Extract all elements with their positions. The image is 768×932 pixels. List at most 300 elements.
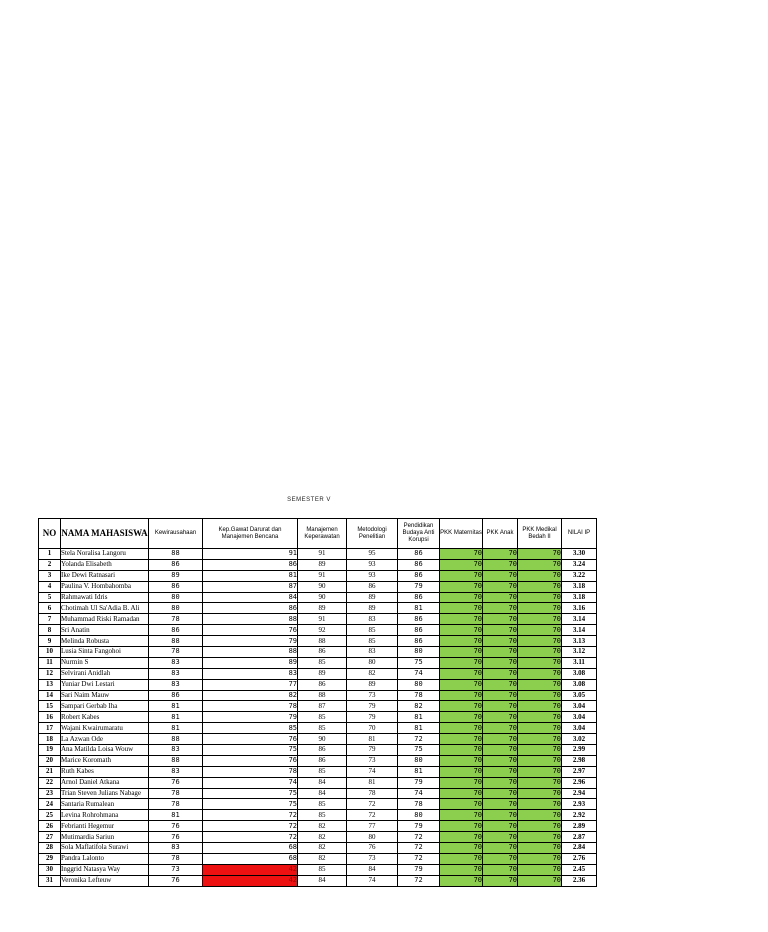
cell-no: 5 (39, 592, 61, 603)
cell-pendidikan: 79 (398, 581, 440, 592)
cell-pkk-maternitas: 70 (440, 755, 483, 766)
cell-pkk-medikal: 70 (518, 668, 562, 679)
cell-pkk-maternitas: 70 (440, 668, 483, 679)
cell-pkk-medikal: 70 (518, 657, 562, 668)
cell-pendidikan: 86 (398, 625, 440, 636)
cell-name: Melinda Robusta (61, 636, 149, 647)
cell-pendidikan: 80 (398, 647, 440, 658)
cell-pkk-anak: 70 (483, 614, 518, 625)
table-row (39, 853, 597, 864)
cell-pkk-maternitas: 70 (440, 581, 483, 592)
table-row (39, 679, 597, 690)
table-row (39, 668, 597, 679)
table-row (39, 625, 597, 636)
cell-kep-gawat: 72 (203, 832, 298, 843)
cell-kep-gawat: 83 (203, 668, 298, 679)
cell-kep-gawat: 68 (203, 843, 298, 854)
cell-name: Sri Anatin (61, 625, 149, 636)
cell-name: Robert Kabes (61, 712, 149, 723)
cell-pkk-anak: 70 (483, 712, 518, 723)
cell-pendidikan: 74 (398, 788, 440, 799)
cell-pendidikan: 86 (398, 592, 440, 603)
cell-pendidikan: 86 (398, 549, 440, 560)
cell-nilai-ip: 3.16 (562, 603, 597, 614)
cell-pkk-maternitas: 70 (440, 625, 483, 636)
cell-pkk-medikal: 70 (518, 636, 562, 647)
cell-metodologi: 79 (347, 745, 398, 756)
cell-manajemen: 82 (298, 821, 347, 832)
cell-no: 1 (39, 549, 61, 560)
cell-pkk-medikal: 70 (518, 614, 562, 625)
cell-manajemen: 85 (298, 657, 347, 668)
cell-no: 2 (39, 559, 61, 570)
table-row (39, 690, 597, 701)
cell-pendidikan: 82 (398, 701, 440, 712)
cell-pkk-maternitas: 70 (440, 712, 483, 723)
cell-metodologi: 83 (347, 647, 398, 658)
table-row (39, 559, 597, 570)
cell-name: Febrianti Hegemur (61, 821, 149, 832)
cell-metodologi: 89 (347, 679, 398, 690)
cell-no: 28 (39, 843, 61, 854)
cell-manajemen: 85 (298, 810, 347, 821)
cell-kewirausahaan: 83 (149, 679, 203, 690)
cell-name: Yuniar Dwi Lestari (61, 679, 149, 690)
cell-manajemen: 85 (298, 712, 347, 723)
cell-manajemen: 91 (298, 570, 347, 581)
cell-pkk-maternitas: 70 (440, 636, 483, 647)
cell-pkk-maternitas: 70 (440, 875, 483, 886)
cell-manajemen: 84 (298, 788, 347, 799)
cell-kewirausahaan: 83 (149, 745, 203, 756)
cell-pkk-anak: 70 (483, 864, 518, 875)
cell-pendidikan: 86 (398, 559, 440, 570)
cell-kep-gawat: 85 (203, 723, 298, 734)
cell-nilai-ip: 3.08 (562, 679, 597, 690)
cell-manajemen: 91 (298, 549, 347, 560)
cell-metodologi: 93 (347, 559, 398, 570)
cell-kep-gawat: 88 (203, 647, 298, 658)
cell-no: 22 (39, 777, 61, 788)
header-kep-gawat-darurat: Kep.Gawat Darurat dan Manajemen Bencana (203, 519, 298, 549)
cell-nilai-ip: 3.14 (562, 614, 597, 625)
cell-no: 8 (39, 625, 61, 636)
cell-pkk-medikal: 70 (518, 723, 562, 734)
cell-pkk-anak: 70 (483, 701, 518, 712)
cell-no: 24 (39, 799, 61, 810)
cell-kewirausahaan: 88 (149, 755, 203, 766)
cell-pkk-anak: 70 (483, 570, 518, 581)
cell-kewirausahaan: 80 (149, 603, 203, 614)
table-row (39, 657, 597, 668)
cell-pkk-anak: 70 (483, 581, 518, 592)
cell-pkk-maternitas: 70 (440, 864, 483, 875)
cell-pkk-medikal: 70 (518, 875, 562, 886)
cell-manajemen: 88 (298, 690, 347, 701)
cell-pendidikan: 80 (398, 810, 440, 821)
cell-pkk-medikal: 70 (518, 766, 562, 777)
cell-pkk-anak: 70 (483, 745, 518, 756)
cell-metodologi: 79 (347, 712, 398, 723)
grades-table (38, 518, 597, 887)
cell-no: 27 (39, 832, 61, 843)
cell-kep-gawat: 42 (203, 864, 298, 875)
cell-pendidikan: 81 (398, 712, 440, 723)
cell-pkk-anak: 70 (483, 766, 518, 777)
cell-pkk-maternitas: 70 (440, 679, 483, 690)
table-row (39, 734, 597, 745)
cell-pkk-maternitas: 70 (440, 657, 483, 668)
cell-kewirausahaan: 83 (149, 668, 203, 679)
cell-pendidikan: 72 (398, 843, 440, 854)
cell-no: 15 (39, 701, 61, 712)
cell-pkk-medikal: 70 (518, 581, 562, 592)
cell-pkk-maternitas: 70 (440, 745, 483, 756)
table-row (39, 592, 597, 603)
table-row (39, 821, 597, 832)
cell-nilai-ip: 3.12 (562, 647, 597, 658)
cell-no: 6 (39, 603, 61, 614)
cell-no: 17 (39, 723, 61, 734)
cell-no: 18 (39, 734, 61, 745)
cell-nilai-ip: 2.87 (562, 832, 597, 843)
cell-pendidikan: 78 (398, 799, 440, 810)
cell-kewirausahaan: 78 (149, 853, 203, 864)
cell-pkk-anak: 70 (483, 657, 518, 668)
cell-manajemen: 89 (298, 668, 347, 679)
cell-metodologi: 79 (347, 701, 398, 712)
cell-pkk-maternitas: 70 (440, 559, 483, 570)
cell-metodologi: 73 (347, 853, 398, 864)
cell-kewirausahaan: 83 (149, 766, 203, 777)
cell-pendidikan: 80 (398, 755, 440, 766)
cell-nilai-ip: 2.99 (562, 745, 597, 756)
cell-pkk-medikal: 70 (518, 603, 562, 614)
cell-pkk-anak: 70 (483, 679, 518, 690)
header-manajemen-keperawatan: Manajemen Keperawatan (298, 519, 347, 549)
cell-name: Selvirani Anidlah (61, 668, 149, 679)
cell-pendidikan: 75 (398, 745, 440, 756)
cell-kewirausahaan: 86 (149, 625, 203, 636)
cell-nilai-ip: 3.30 (562, 549, 597, 560)
cell-pkk-medikal: 70 (518, 853, 562, 864)
cell-nilai-ip: 3.08 (562, 668, 597, 679)
table-row (39, 549, 597, 560)
header-pkk-medikal-bedah: PKK Medikal Bedah II (518, 519, 562, 549)
cell-pkk-medikal: 70 (518, 832, 562, 843)
table-row (39, 832, 597, 843)
cell-name: Marice Koromath (61, 755, 149, 766)
cell-nilai-ip: 2.84 (562, 843, 597, 854)
cell-pendidikan: 81 (398, 723, 440, 734)
cell-manajemen: 86 (298, 755, 347, 766)
cell-pendidikan: 79 (398, 821, 440, 832)
cell-pkk-medikal: 70 (518, 625, 562, 636)
table-row (39, 810, 597, 821)
cell-name: Paulina V. Hombahomba (61, 581, 149, 592)
cell-pkk-maternitas: 70 (440, 777, 483, 788)
cell-manajemen: 82 (298, 832, 347, 843)
cell-no: 3 (39, 570, 61, 581)
cell-kewirausahaan: 73 (149, 864, 203, 875)
cell-pkk-maternitas: 70 (440, 788, 483, 799)
cell-name: Mutimardia Sariun (61, 832, 149, 843)
header-nilai-ip: NILAI IP (562, 519, 597, 549)
cell-metodologi: 84 (347, 864, 398, 875)
cell-manajemen: 92 (298, 625, 347, 636)
cell-no: 20 (39, 755, 61, 766)
cell-kewirausahaan: 86 (149, 690, 203, 701)
cell-nilai-ip: 3.04 (562, 712, 597, 723)
cell-pendidikan: 75 (398, 657, 440, 668)
cell-name: Ana Matilda Loisa Wouw (61, 745, 149, 756)
header-pkk-anak: PKK Anak (483, 519, 518, 549)
cell-nilai-ip: 3.14 (562, 625, 597, 636)
cell-pkk-medikal: 70 (518, 679, 562, 690)
cell-pkk-medikal: 70 (518, 755, 562, 766)
cell-name: Pandra Lalonto (61, 853, 149, 864)
cell-pkk-medikal: 70 (518, 799, 562, 810)
cell-kewirausahaan: 83 (149, 657, 203, 668)
cell-pkk-anak: 70 (483, 603, 518, 614)
cell-kewirausahaan: 78 (149, 799, 203, 810)
cell-name: Stela Noralisa Langoru (61, 549, 149, 560)
cell-pkk-medikal: 70 (518, 821, 562, 832)
cell-metodologi: 89 (347, 592, 398, 603)
cell-pendidikan: 72 (398, 832, 440, 843)
cell-no: 21 (39, 766, 61, 777)
cell-kep-gawat: 75 (203, 799, 298, 810)
cell-kep-gawat: 76 (203, 625, 298, 636)
cell-kep-gawat: 76 (203, 734, 298, 745)
cell-pkk-maternitas: 70 (440, 614, 483, 625)
cell-pkk-maternitas: 70 (440, 647, 483, 658)
cell-pkk-maternitas: 70 (440, 549, 483, 560)
cell-manajemen: 85 (298, 766, 347, 777)
cell-kep-gawat: 91 (203, 549, 298, 560)
cell-name: Wajani Kwairumaratu (61, 723, 149, 734)
header-metodologi-penelitian: Metodologi Penelitian (347, 519, 398, 549)
cell-kewirausahaan: 80 (149, 592, 203, 603)
cell-metodologi: 78 (347, 788, 398, 799)
cell-no: 29 (39, 853, 61, 864)
cell-kewirausahaan: 78 (149, 647, 203, 658)
cell-kewirausahaan: 78 (149, 788, 203, 799)
cell-pkk-maternitas: 70 (440, 592, 483, 603)
cell-pkk-medikal: 70 (518, 864, 562, 875)
cell-manajemen: 88 (298, 636, 347, 647)
cell-name: Yolanda Elisabeth (61, 559, 149, 570)
cell-pkk-anak: 70 (483, 723, 518, 734)
cell-pkk-maternitas: 70 (440, 603, 483, 614)
cell-manajemen: 87 (298, 701, 347, 712)
cell-pendidikan: 81 (398, 603, 440, 614)
cell-pkk-maternitas: 70 (440, 570, 483, 581)
cell-nilai-ip: 3.22 (562, 570, 597, 581)
table-row (39, 636, 597, 647)
cell-metodologi: 73 (347, 690, 398, 701)
cell-metodologi: 74 (347, 875, 398, 886)
cell-no: 30 (39, 864, 61, 875)
table-row (39, 570, 597, 581)
cell-pkk-medikal: 70 (518, 745, 562, 756)
cell-nilai-ip: 2.76 (562, 853, 597, 864)
cell-manajemen: 91 (298, 614, 347, 625)
cell-kep-gawat: 72 (203, 821, 298, 832)
cell-pkk-anak: 70 (483, 690, 518, 701)
table-row (39, 745, 597, 756)
cell-name: Sari Naim Mauw (61, 690, 149, 701)
cell-kep-gawat: 88 (203, 614, 298, 625)
cell-kewirausahaan: 88 (149, 734, 203, 745)
cell-kewirausahaan: 76 (149, 777, 203, 788)
cell-pkk-medikal: 70 (518, 690, 562, 701)
cell-manajemen: 85 (298, 864, 347, 875)
cell-no: 25 (39, 810, 61, 821)
cell-no: 26 (39, 821, 61, 832)
cell-no: 4 (39, 581, 61, 592)
cell-pendidikan: 72 (398, 853, 440, 864)
table-row (39, 712, 597, 723)
cell-pkk-maternitas: 70 (440, 810, 483, 821)
cell-pkk-maternitas: 70 (440, 832, 483, 843)
header-no: NO (39, 519, 61, 549)
cell-nilai-ip: 2.96 (562, 777, 597, 788)
cell-pkk-maternitas: 70 (440, 799, 483, 810)
cell-manajemen: 90 (298, 592, 347, 603)
cell-metodologi: 81 (347, 777, 398, 788)
cell-kewirausahaan: 81 (149, 712, 203, 723)
table-row (39, 843, 597, 854)
cell-nilai-ip: 2.94 (562, 788, 597, 799)
cell-pendidikan: 81 (398, 766, 440, 777)
cell-no: 9 (39, 636, 61, 647)
cell-manajemen: 86 (298, 745, 347, 756)
cell-no: 10 (39, 647, 61, 658)
cell-metodologi: 83 (347, 614, 398, 625)
cell-metodologi: 74 (347, 766, 398, 777)
cell-no: 23 (39, 788, 61, 799)
cell-pkk-medikal: 70 (518, 810, 562, 821)
cell-pkk-anak: 70 (483, 843, 518, 854)
cell-kewirausahaan: 78 (149, 614, 203, 625)
table-row (39, 581, 597, 592)
cell-metodologi: 89 (347, 603, 398, 614)
cell-kewirausahaan: 89 (149, 570, 203, 581)
cell-pendidikan: 72 (398, 734, 440, 745)
cell-nilai-ip: 3.05 (562, 690, 597, 701)
cell-kewirausahaan: 76 (149, 832, 203, 843)
cell-no: 11 (39, 657, 61, 668)
cell-metodologi: 93 (347, 570, 398, 581)
cell-kep-gawat: 79 (203, 636, 298, 647)
table-row (39, 755, 597, 766)
cell-kep-gawat: 42 (203, 875, 298, 886)
cell-kewirausahaan: 83 (149, 843, 203, 854)
cell-name: La Azwan Ode (61, 734, 149, 745)
cell-pkk-maternitas: 70 (440, 843, 483, 854)
cell-kep-gawat: 72 (203, 810, 298, 821)
cell-kep-gawat: 82 (203, 690, 298, 701)
cell-manajemen: 89 (298, 603, 347, 614)
cell-nilai-ip: 3.13 (562, 636, 597, 647)
cell-pkk-medikal: 70 (518, 777, 562, 788)
cell-pkk-anak: 70 (483, 788, 518, 799)
cell-name: Arnol Daniel Atkana (61, 777, 149, 788)
cell-name: Rahmawati Idris (61, 592, 149, 603)
cell-kep-gawat: 86 (203, 603, 298, 614)
cell-nilai-ip: 2.98 (562, 755, 597, 766)
cell-nilai-ip: 2.92 (562, 810, 597, 821)
cell-pkk-anak: 70 (483, 799, 518, 810)
cell-name: Ruth Kabes (61, 766, 149, 777)
cell-pkk-anak: 70 (483, 832, 518, 843)
cell-name: Ike Dewi Ratnasari (61, 570, 149, 581)
cell-pkk-anak: 70 (483, 777, 518, 788)
cell-pkk-anak: 70 (483, 668, 518, 679)
cell-pendidikan: 74 (398, 668, 440, 679)
cell-nilai-ip: 2.36 (562, 875, 597, 886)
cell-kep-gawat: 81 (203, 570, 298, 581)
cell-manajemen: 85 (298, 723, 347, 734)
cell-pendidikan: 78 (398, 690, 440, 701)
cell-kep-gawat: 75 (203, 788, 298, 799)
cell-metodologi: 70 (347, 723, 398, 734)
table-row (39, 875, 597, 886)
cell-pkk-maternitas: 70 (440, 701, 483, 712)
header-row (39, 519, 597, 549)
cell-name: Muhammad Riski Ramadan (61, 614, 149, 625)
cell-metodologi: 80 (347, 832, 398, 843)
cell-kewirausahaan: 76 (149, 875, 203, 886)
cell-nilai-ip: 3.04 (562, 723, 597, 734)
cell-metodologi: 72 (347, 799, 398, 810)
cell-name: Sampari Gerbab Iha (61, 701, 149, 712)
cell-metodologi: 80 (347, 657, 398, 668)
cell-kep-gawat: 86 (203, 559, 298, 570)
cell-pkk-medikal: 70 (518, 843, 562, 854)
cell-pkk-maternitas: 70 (440, 723, 483, 734)
cell-pkk-medikal: 70 (518, 788, 562, 799)
cell-name: Santaria Rumalean (61, 799, 149, 810)
cell-metodologi: 85 (347, 636, 398, 647)
cell-nilai-ip: 3.18 (562, 592, 597, 603)
cell-pkk-anak: 70 (483, 625, 518, 636)
cell-metodologi: 85 (347, 625, 398, 636)
cell-pkk-maternitas: 70 (440, 821, 483, 832)
cell-manajemen: 90 (298, 581, 347, 592)
cell-pkk-medikal: 70 (518, 570, 562, 581)
table-row (39, 788, 597, 799)
cell-pendidikan: 80 (398, 679, 440, 690)
header-nama-mahasiswa: NAMA MAHASISWA (61, 519, 149, 549)
cell-kewirausahaan: 86 (149, 581, 203, 592)
cell-metodologi: 77 (347, 821, 398, 832)
cell-nilai-ip: 3.18 (562, 581, 597, 592)
cell-name: Sola Maflatifola Surawi (61, 843, 149, 854)
cell-pkk-anak: 70 (483, 592, 518, 603)
cell-pendidikan: 86 (398, 636, 440, 647)
cell-pkk-medikal: 70 (518, 559, 562, 570)
cell-nilai-ip: 3.11 (562, 657, 597, 668)
cell-metodologi: 82 (347, 668, 398, 679)
cell-manajemen: 86 (298, 647, 347, 658)
cell-kep-gawat: 68 (203, 853, 298, 864)
cell-kep-gawat: 76 (203, 755, 298, 766)
cell-manajemen: 84 (298, 777, 347, 788)
cell-manajemen: 85 (298, 799, 347, 810)
cell-no: 12 (39, 668, 61, 679)
